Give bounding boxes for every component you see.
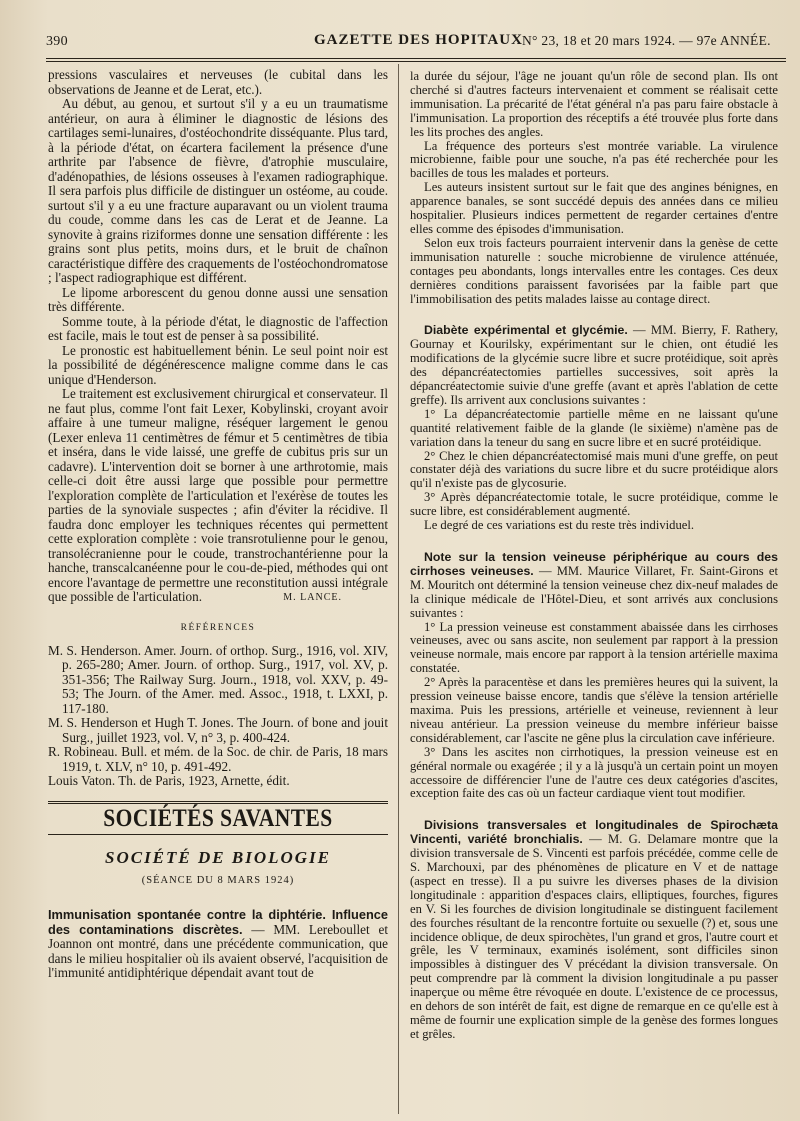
paragraph: Au début, au genou, et surtout s'il y a eu un traumatisme antérieur, on aura à éliminer le diagnostic de lésions des cartilages semi-lunaires, d'ostéochondrite disséquante. Plus tard, à la période d'état, on écartera facilement la présence d'une arthrite par l'absence de fièvre, d'atrophie musculaire, d'adénopathies, de lésions osseuses à l'examen radiographique. Il sera parfois plus difficile de distinguer un ostéome, au coude. surtout s'il y a eu une fracture auparavant ou un violent trauma du coude, comme dans les cas de Lerat et de Jeanne. La synovite à grains riziformes donne une sensation différente : les grains sont plus petits, moins durs, et le bruit de chaînon caractéristique diffère des craquements de l'ostéochondromatose ; l'aspect radiographique est différent. xyxy=(48,96,388,285)
article-heading: Note sur la tension veineuse périphérique au cours des cirrhoses veineuses. xyxy=(410,550,778,578)
paragraph: 2° Après la paracentèse et dans les premières heures qui la suivent, la pression veineuse baisse encore, tandis que s'élève la tension artérielle maxima. Puis les pressions, artérielle et veineuse, reviennent à leur niveau antérieur. La pression veineuse du membre inférieur baisse considérablement, car l'ascite ne gêne plus la circulation cave inférieure. xyxy=(410,675,778,745)
article-paragraph xyxy=(410,819,778,1042)
section-title: SOCIÉTÉS SAVANTES xyxy=(103,804,333,832)
paragraph: Le traitement est exclusivement chirurgical et conservateur. Il ne faut plus, comme l'ont fait Lexer, Kobylinski, croyant avoir affaire à une tumeur maligne, réséquer largement le genou (Lexer enleva 11 centimètres de fémur et 5 centimètres de tibia et inséra, dans le vide laissé, une greffe de cubitus pris sur un cadavre). L'intervention doit se borner à une arthrotomie, mais celle-ci doit être aussi large que possible pour permettre l'exploration complète de l'articulation et l'exérèse de toutes les parties de la synoviale suspectes ; afin d'éviter la récidive. Il faudra donc employer les techniques récentes qui permettent cette exploration complète : voie transrotulienne pour le genou, transolécranienne pour le coude, transtrochantérienne pour la hanche, transcalcanéenne pour le cou-de-pied, méthodes qui ont encore l'avantage de permettre une reconstitution aussi intégrale que possible de l'articulation. xyxy=(48,386,388,604)
paragraph: Somme toute, à la période d'état, le diagnostic de l'affection est facile, mais le tout est de penser à sa possibilité. xyxy=(48,313,388,343)
section-rule xyxy=(48,834,388,835)
header-rule xyxy=(46,58,786,59)
paragraph: 3° Après dépancréatectomie totale, le sucre protéidique, comme le sucre libre, est considérablement augmenté. xyxy=(410,490,778,519)
article-heading: Divisions transversales et longitudinales de Spirochæta Vincenti, variété bronchialis. xyxy=(410,818,778,847)
section-rule-thin xyxy=(48,803,388,804)
reference-item: Louis Vaton. Th. de Paris, 1923, Arnette, édit. xyxy=(48,773,290,788)
page-number: 390 xyxy=(46,34,68,49)
author-signature: M. LANCE. xyxy=(283,591,342,603)
paragraph: 3° Dans les ascites non cirrhotiques, la pression veineuse est en général normale ou exagérée ; il y a là jusqu'à un certain point un moyen accessoire de différencier l'une de l'autre ces deux catégories d'ascites, exception faite des cas où un facteur cardiaque vient tout modifier. xyxy=(410,744,778,801)
article-paragraph xyxy=(410,551,778,621)
paragraph: la durée du séjour, l'âge ne jouant qu'un rôle de second plan. Ils ont cherché si d'autres facteurs intervenaient et comment se réalisait cette immunisation. La précarité de l'état général n'a pas paru faire obstacle à l'immunisation. La proportion des réceptifs a été trouvée plus forte dans les lits proches des angles. xyxy=(410,69,778,139)
references-title: RÉFÉRENCES xyxy=(180,623,256,633)
article-paragraph xyxy=(48,908,388,981)
paragraph: Le pronostic est habituellement bénin. Le seul point noir est la possibilité de dégénérescence maligne comme dans le cas unique d'Henderson. xyxy=(48,342,388,387)
article-paragraph xyxy=(410,324,778,407)
issue-info: N° 23, 18 et 20 mars 1924. — 97e ANNÉE. xyxy=(522,33,771,48)
article-text: — MM. Lereboullet et Joannon ont montré, dans une précédente communication, que dans le milieu hospitalier où ils avaient observé, l'acquisition de l'immunité antidiphtérique dépendait avant tout de xyxy=(48,921,388,980)
reference-item: M. S. Henderson et Hugh T. Jones. The Journ. of bone and jouit Surg., juillet 1923, vol. V, n° 3, p. 400-424. xyxy=(48,715,388,745)
session-date: (SÉANCE DU 8 MARS 1924) xyxy=(141,874,295,886)
article-heading: Diabète expérimental et glycémie. xyxy=(424,323,628,338)
column-divider xyxy=(398,64,399,1114)
society-title: SOCIÉTÉ DE BIOLOGIE xyxy=(105,848,331,867)
paragraph: Le degré de ces variations est du reste très individuel. xyxy=(424,518,694,533)
paragraph: 2° Chez le chien dépancréatectomisé mais muni d'une greffe, on peut constater déjà des variations du sucre libre et du sucre protéidique alors qu'il n'existe pas de glycosurie. xyxy=(410,448,778,491)
paragraph: Les auteurs insistent surtout sur le fait que des angines bénignes, en apparence banales, se sont succédé depuis des années dans ce milieu hospitalier. Plusieurs indices permettent de regarder certaines d'entre elles comme des épisodes d'immunisation. xyxy=(410,180,778,236)
paragraph: La fréquence des porteurs s'est montrée variable. La virulence microbienne, faible pour une souche, n'a pas été recherchée pour les bacilles de tous les malades et porteurs. xyxy=(410,138,778,181)
paragraph: 1° La dépancréatectomie partielle même en ne laissant qu'une quantité relativement faible de la glande (le sixième) n'amène pas de variation dans la teneur du sang en sucre libre et en sucré protéidique. xyxy=(410,406,778,449)
page-header xyxy=(46,30,786,52)
right-column xyxy=(410,70,778,1042)
article-text: — M. G. Delamare montre que la division transversale de S. Vincenti est parfois précédée, comme celle de S. Marchouxi, par des phénomènes de plicature en V et de nattage (aspect en tresse). Il a pu suivre les diverses phases de la division longitudinale : apparition d'espaces clairs, elliptiques, fourches, figures en V. Si les fourches de division longitudinale se distinguent facilement des fourches résultant de la rencontre fortuite ou sexuelle (?) et, sous une incidence oblique, de deux spirochètes, l'un grand et gros, l'autre court et grêle, les V terminaux, examinés isolément, sont difficiles sinon impossibles à distinguer des V précédant la division transversale. On peut comprendre par là comment la division longitudinale a pu passer inaperçue ou même être révoquée en doute. L'existence de ce processus, en dehors de son intérêt de fait, est digne de remarque en ce qu'elle est à même de fournir une explication simple de la genèse des formes longues et grêles. xyxy=(410,832,778,1041)
article-heading: Immunisation spontanée contre la diphtérie. Influence des contaminations discrètes. xyxy=(48,907,388,937)
reference-item: R. Robineau. Bull. et mém. de la Soc. de chir. de Paris, 18 mars 1919, t. XLV, n° 10, p. 491-492. xyxy=(48,744,388,774)
paragraph: Le lipome arborescent du genou donne aussi une sensation très différente. xyxy=(48,284,388,314)
article-text: — MM. Bierry, F. Rathery, Gournay et Kourilsky, expérimentant sur le chien, ont étudié les modifications de la glycémie sucre libre et sucre protéidique, soit après des dépancréatectomies partielles successives, soit après la dépancréatectomie suivie d'une greffe (avant et après l'ablation de cette greffe). Ils arrivent aux conclusions suivantes : xyxy=(410,323,778,407)
paragraph: 1° La pression veineuse est constamment abaissée dans les cirrhoses veineuses, avec ou sans ascite, non seulement par rapport à la pression veineuse normale, mais encore par rapport à la tension artérielle maxima constatée. xyxy=(410,619,778,676)
reference-item: M. S. Henderson. Amer. Journ. of orthop. Surg., 1916, vol. XIV, p. 265-280; Amer. Journ. of orthop. Surg., 1917, vol. XV, p. 351-356; The Railway Surg. Journ., 1918, vol. XXV, p. 49-53; The Journ. of the Amer. med. Assoc., 1918, t. LXXI, p. 117-180. xyxy=(48,642,388,716)
header-rule-thin xyxy=(46,61,786,62)
article-text: — MM. Maurice Villaret, Fr. Saint-Girons et M. Mouritch ont déterminé la tension veineuse chez dix-neuf malades de la clinique médicale de l'Hôtel-Dieu, et sont arrivés aux conclusions suivantes : xyxy=(410,563,778,620)
section-rule xyxy=(48,801,388,802)
paragraph: Selon eux trois facteurs pourraient intervenir dans la genèse de cette immunisation naturelle : souche microbienne de virulence atténuée, contages peu abondants, longs intervalles entre les contages. Ces deux dernières conditions paraissent favorisées par la faible part que l'immobilisation des petits malades laisse au contage direct. xyxy=(410,235,778,306)
journal-title: GAZETTE DES HOPITAUX xyxy=(314,32,523,48)
paragraph: pressions vasculaires et nerveuses (le cubital dans les observations de Jeanne et de Lerat, etc.). xyxy=(48,67,388,97)
left-column xyxy=(48,68,388,981)
